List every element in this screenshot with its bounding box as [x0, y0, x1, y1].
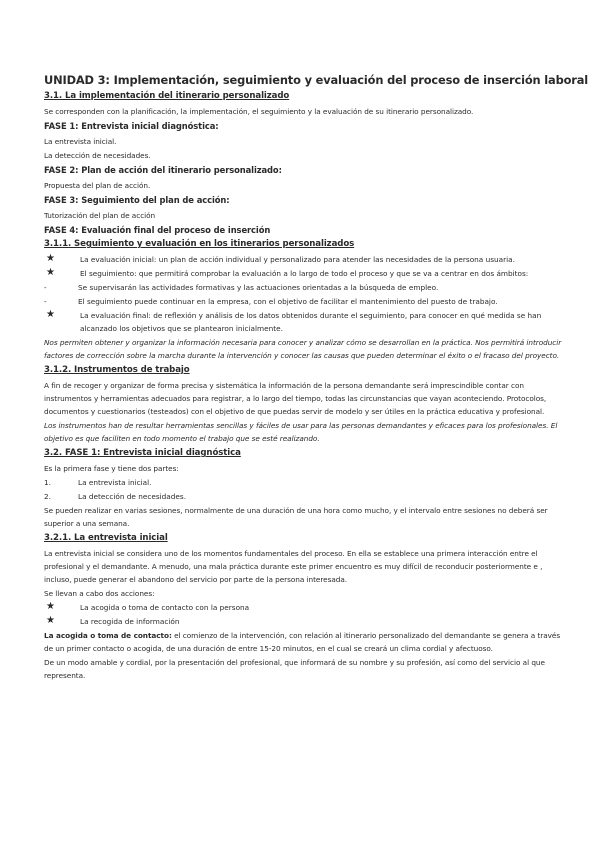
list-item-text: La evaluación inicial: un plan de acción individual y personalizado para atender las necesidades de la persona usuaria.	[80, 255, 515, 264]
list-item	[44, 253, 564, 266]
list-item-text: La recogida de información	[80, 617, 180, 626]
list-item	[44, 309, 564, 335]
paragraph: Se llevan a cabo dos acciones:	[44, 589, 155, 598]
paragraph-text: el comienzo de la intervención, con relación al itinerario personalizado del demandante se genera a través de un primer contacto o acogida, de una duración de entre 15-20 minutos, en el cual se creará un clima cordial y afectuoso.	[44, 631, 561, 653]
section-heading-3-2: 3.2. FASE 1: Entrevista inicial diagnóstica	[44, 448, 241, 458]
list-item-text: La evaluación final: de reflexión y análisis de los datos obtenidos durante el seguimiento, para conocer en qué medida se han alcanzado los objetivos que se plantearon inicialmente.	[80, 311, 542, 333]
paragraph	[44, 629, 564, 655]
section-heading-3-1: 3.1. La implementación del itinerario personalizado	[44, 91, 290, 101]
list-item-text: El seguimiento: que permitirá comprobar la evaluación a lo largo de todo el proceso y que se va a centrar en dos ámbitos:	[80, 269, 529, 278]
section-heading-3-1-2: 3.1.2. Instrumentos de trabajo	[44, 365, 190, 375]
paragraph: Es la primera fase y tiene dos partes:	[44, 464, 179, 473]
list-item	[44, 267, 564, 280]
italic-note: Los instrumentos han de resultar herramientas sencillas y fáciles de usar para las personas demandantes y eficaces para los profesionales. El objetivo es que faciliten en todo momento el trabajo que se esté realizando.	[44, 421, 558, 443]
phase-3-item: Tutorización del plan de acción	[44, 211, 156, 220]
phase-2-item: Propuesta del plan de acción.	[44, 181, 151, 190]
dash-bullet: -	[44, 297, 47, 306]
document-page	[44, 73, 589, 683]
star-bullet-icon: ★	[46, 601, 55, 612]
phase-1-heading: FASE 1: Entrevista inicial diagnóstica:	[44, 121, 219, 131]
paragraph: Se corresponden con la planificación, la implementación, el seguimiento y la evaluación de su itinerario personalizado.	[44, 107, 474, 116]
list-item-text: La entrevista inicial.	[78, 478, 152, 487]
section-heading-3-2-1: 3.2.1. La entrevista inicial	[44, 533, 168, 543]
paragraph: A fin de recoger y organizar de forma precisa y sistemática la información de la persona demandante será imprescindible contar con instrumentos y herramientas adecuados para registrar, a lo largo del tiempo, todas las circunstancias que vayan aconteciendo. Protocolos, documentos y cuestionarios (testeados) con el objetivo de que puedas servir de modelo y ser útiles en la práctica educativa y profesional.	[44, 381, 547, 416]
list-number: 2.	[44, 492, 51, 501]
star-bullet-icon: ★	[46, 615, 55, 626]
list-item-text: El seguimiento puede continuar en la empresa, con el objetivo de facilitar el mantenimiento del puesto de trabajo.	[78, 297, 498, 306]
list-item	[44, 281, 564, 294]
bold-lead-in: La acogida o toma de contacto:	[44, 631, 172, 640]
list-item	[44, 615, 564, 628]
list-number: 1.	[44, 478, 51, 487]
list-item-text: La detección de necesidades.	[78, 492, 187, 501]
star-bullet-icon: ★	[46, 253, 55, 264]
phase-1-item: La entrevista inicial.	[44, 137, 117, 146]
paragraph: De un modo amable y cordial, por la presentación del profesional, que informará de su nombre y su profesión, así como del servicio al que representa.	[44, 658, 545, 680]
star-bullet-icon: ★	[46, 309, 55, 320]
list-item	[44, 295, 564, 308]
page-title: UNIDAD 3: Implementación, seguimiento y evaluación del proceso de inserción laboral	[44, 73, 589, 87]
phase-1-item: La detección de necesidades.	[44, 151, 151, 160]
list-item	[44, 601, 564, 614]
italic-note: Nos permiten obtener y organizar la información necesaria para conocer y analizar cómo se desarrollan en la práctica. Nos permitirá introducir factores de corrección sobre la marcha durante la intervención y conocer las causas que pueden determinar el éxito o el fracaso del proyecto.	[44, 338, 562, 360]
phase-3-heading: FASE 3: Seguimiento del plan de acción:	[44, 195, 230, 205]
paragraph: Se pueden realizar en varias sesiones, normalmente de una duración de una hora como mucho, y el intervalo entre sesiones no deberá ser superior a una semana.	[44, 506, 548, 528]
list-item	[44, 476, 564, 489]
star-bullet-icon: ★	[46, 267, 55, 278]
section-heading-3-1-1: 3.1.1. Seguimiento y evaluación en los itinerarios personalizados	[44, 239, 355, 249]
paragraph: La entrevista inicial se considera uno de los momentos fundamentales del proceso. En ella se establece una primera interacción entre el profesional y el demandante. A menudo, una mala práctica durante este primer encuentro es muy difícil de reconducir posteriormente e , incluso, puede generar el abandono del servicio por parte de la persona interesada.	[44, 549, 543, 584]
list-item	[44, 490, 564, 503]
list-item-text: Se supervisarán las actividades formativas y las actuaciones orientadas a la búsqueda de empleo.	[78, 283, 439, 292]
list-item-text: La acogida o toma de contacto con la persona	[80, 603, 250, 612]
phase-4-heading: FASE 4: Evaluación final del proceso de inserción	[44, 225, 271, 235]
dash-bullet: -	[44, 283, 47, 292]
phase-2-heading: FASE 2: Plan de acción del itinerario personalizado:	[44, 165, 282, 175]
